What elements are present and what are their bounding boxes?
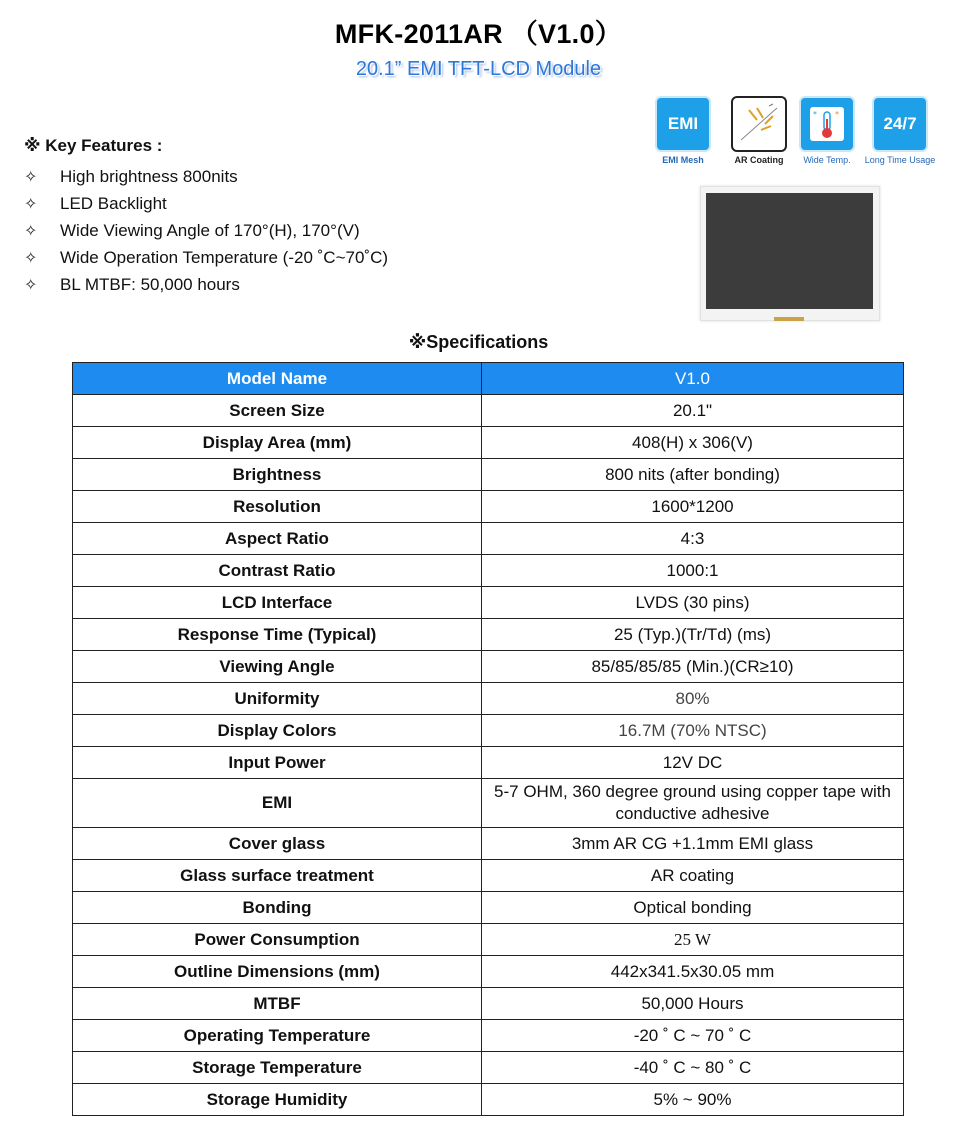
sparkle-icon: ✧ bbox=[24, 249, 38, 267]
table-row: Viewing Angle 85/85/85/85 (Min.)(CR≥10) bbox=[73, 651, 904, 683]
table-row: Uniformity 80% bbox=[73, 683, 904, 715]
svg-text:*: * bbox=[835, 110, 839, 119]
sparkle-icon: ✧ bbox=[24, 276, 38, 294]
list-item: ✧ Wide Viewing Angle of 170°(H), 170°(V) bbox=[24, 220, 360, 240]
ar-coating-icon bbox=[731, 96, 787, 152]
table-row: Operating Temperature -20 ˚ C ~ 70 ˚ C bbox=[73, 1020, 904, 1052]
badge-caption: AR Coating bbox=[734, 155, 784, 165]
table-row: LCD Interface LVDS (30 pins) bbox=[73, 587, 904, 619]
long-time-usage-icon: 24/7 bbox=[872, 96, 928, 152]
badge-caption: Wide Temp. bbox=[803, 155, 851, 165]
badge-caption: EMI Mesh bbox=[662, 155, 704, 165]
table-row: Display Area (mm) 408(H) x 306(V) bbox=[73, 427, 904, 459]
svg-text:*: * bbox=[813, 110, 817, 119]
table-row: Bonding Optical bonding bbox=[73, 892, 904, 924]
badge-caption: Long Time Usage bbox=[864, 155, 936, 165]
page-title: MFK-2011AR （V1.0） bbox=[334, 19, 623, 49]
badge-emi-mesh bbox=[653, 96, 713, 165]
specifications-table bbox=[72, 362, 904, 1116]
table-row: Resolution 1600*1200 bbox=[73, 491, 904, 523]
table-header-row: Model Name V1.0 bbox=[73, 363, 904, 395]
list-item: ✧ Wide Operation Temperature (-20 ˚C~70˚C) bbox=[24, 247, 389, 267]
table-row: Input Power 12V DC bbox=[73, 747, 904, 779]
table-row: Storage Temperature -40 ˚ C ~ 80 ˚ C bbox=[73, 1052, 904, 1084]
table-row: Contrast Ratio 1000:1 bbox=[73, 555, 904, 587]
thermometer-icon bbox=[799, 96, 855, 152]
emi-mesh-icon: EMI bbox=[655, 96, 711, 152]
list-item: ✧ LED Backlight bbox=[24, 193, 167, 213]
sparkle-icon: ✧ bbox=[24, 195, 38, 213]
sparkle-icon: ✧ bbox=[24, 168, 38, 186]
badge-long-time-usage bbox=[857, 96, 943, 165]
badge-ar-coating bbox=[729, 96, 789, 165]
table-row: MTBF 50,000 Hours bbox=[73, 988, 904, 1020]
page-subtitle: 20.1” EMI TFT-LCD Module bbox=[355, 58, 602, 80]
list-item: ✧ BL MTBF: 50,000 hours bbox=[24, 274, 240, 294]
list-item: ✧ High brightness 800nits bbox=[24, 166, 238, 186]
table-row: Glass surface treatment AR coating bbox=[73, 860, 904, 892]
feature-badges bbox=[653, 96, 943, 166]
lcd-connector-tab bbox=[774, 317, 804, 321]
table-row: Cover glass 3mm AR CG +1.1mm EMI glass bbox=[73, 828, 904, 860]
table-row: Power Consumption 25 W bbox=[73, 924, 904, 956]
specifications-heading: ※Specifications bbox=[408, 332, 549, 352]
table-row: EMI 5-7 OHM, 360 degree ground using copper tape with conductive adhesive bbox=[73, 779, 904, 828]
table-row: Display Colors 16.7M (70% NTSC) bbox=[73, 715, 904, 747]
lcd-module-image bbox=[700, 186, 880, 321]
sparkle-icon: ✧ bbox=[24, 222, 38, 240]
lcd-screen bbox=[706, 193, 873, 309]
table-row: Screen Size 20.1" bbox=[73, 395, 904, 427]
features-list bbox=[24, 163, 388, 298]
table-row: Brightness 800 nits (after bonding) bbox=[73, 459, 904, 491]
table-row: Storage Humidity 5% ~ 90% bbox=[73, 1084, 904, 1116]
badge-wide-temp bbox=[797, 96, 857, 165]
table-row: Aspect Ratio 4:3 bbox=[73, 523, 904, 555]
table-row: Response Time (Typical) 25 (Typ.)(Tr/Td) (ms) bbox=[73, 619, 904, 651]
table-row: Outline Dimensions (mm) 442x341.5x30.05 mm bbox=[73, 956, 904, 988]
features-heading: ※ Key Features : bbox=[24, 136, 163, 155]
